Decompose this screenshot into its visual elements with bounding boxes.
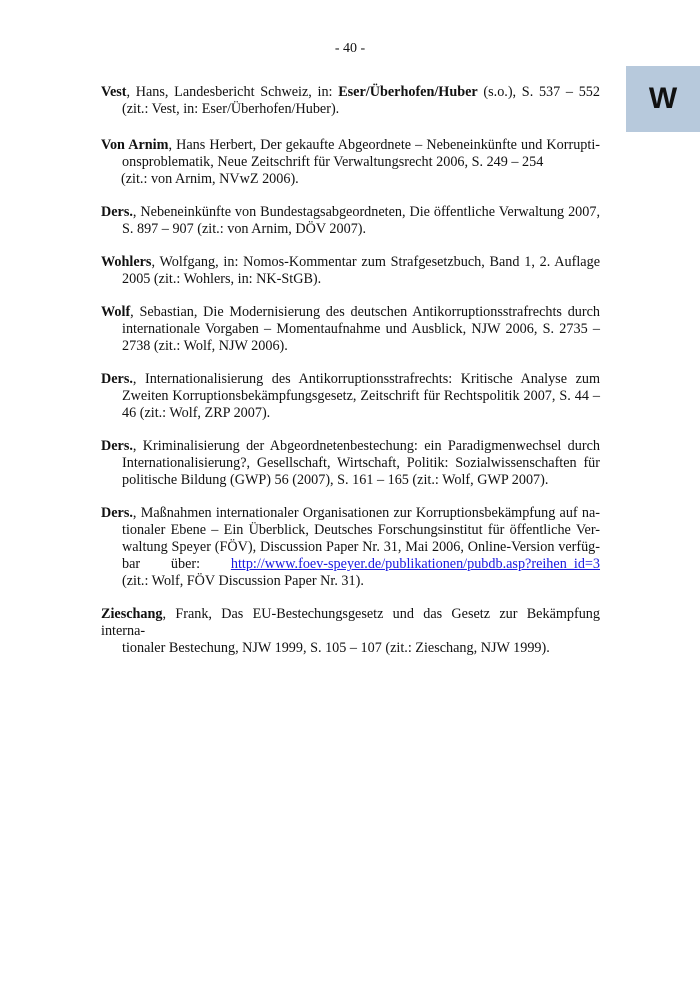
entry-line: Vest, Hans, Landesbericht Schweiz, in: Eser/Überhofen/Huber (s.o.), S. 537 – 552 — [101, 84, 600, 100]
entry-author: Ders. — [101, 505, 133, 521]
bibliography-list — [101, 84, 600, 673]
bibliography-entry-wolf-2 — [101, 371, 600, 422]
alphabet-tab-marker: W — [626, 66, 700, 132]
entry-author: Ders. — [101, 204, 133, 220]
entry-line: tionaler Bestechung, NJW 1999, S. 105 – 107 (zit.: Zieschang, NJW 1999). — [122, 640, 550, 656]
entry-line: (zit.: von Arnim, NVwZ 2006). — [121, 171, 299, 187]
entry-line: internationale Vorgaben – Momentaufnahme und Ausblick, NJW 2006, S. 2735 – — [122, 321, 600, 337]
entry-line: Wohlers, Wolfgang, in: Nomos-Kommentar zum Strafgesetzbuch, Band 1, 2. Auflage — [101, 254, 600, 270]
bibliography-entry-wolf-4 — [101, 505, 600, 590]
bibliography-entry-von-arnim-1 — [101, 137, 600, 188]
bibliography-entry-wolf-1 — [101, 304, 600, 355]
entry-line: onsproblematik, Neue Zeitschrift für Verwaltungsrecht 2006, S. 249 – 254 — [122, 154, 544, 170]
entry-line: Wolf, Sebastian, Die Modernisierung des deutschen Antikorruptionsstrafrechts durch — [101, 304, 600, 320]
bibliography-entry-wolf-3 — [101, 438, 600, 489]
entry-line: 2005 (zit.: Wohlers, in: NK-StGB). — [122, 271, 322, 287]
entry-line: Ders., Internationalisierung des Antikorruptionsstrafrechts: Kritische Analyse zum — [101, 371, 600, 387]
entry-line: tionaler Ebene – Ein Überblick, Deutsches Forschungsinstitut für öffentliche Ver- — [122, 522, 600, 538]
entry-line: Ders., Kriminalisierung der Abgeordnetenbestechung: ein Paradigmenwechsel durch — [101, 438, 600, 454]
bibliography-entry-zieschang — [101, 606, 600, 657]
entry-author: Wohlers — [101, 254, 152, 270]
bibliography-entry-vest — [101, 84, 600, 118]
bibliography-entry-wohlers — [101, 254, 600, 288]
entry-author: Vest — [101, 84, 127, 100]
bibliography-entry-von-arnim-2 — [101, 204, 600, 238]
entry-line: (zit.: Vest, in: Eser/Überhofen/Huber). — [122, 101, 340, 117]
entry-line: Internationalisierung?, Gesellschaft, Wirtschaft, Politik: Sozialwissenschaften für — [122, 455, 600, 471]
entry-source-bold: Eser/Überhofen/Huber — [338, 84, 478, 100]
entry-line: Von Arnim, Hans Herbert, Der gekaufte Abgeordnete – Nebeneinkünfte und Korrupti- — [101, 137, 600, 153]
entry-author: Ders. — [101, 371, 133, 387]
entry-line: Ders., Nebeneinkünfte von Bundestagsabgeordneten, Die öffentliche Verwaltung 2007, — [101, 204, 600, 220]
entry-line: 2738 (zit.: Wolf, NJW 2006). — [122, 338, 288, 354]
entry-line: waltung Speyer (FÖV), Discussion Paper Nr. 31, Mai 2006, Online-Version verfüg- — [122, 539, 600, 555]
foev-publication-link[interactable]: http://www.foev-speyer.de/publikationen/pubdb.asp?reihen_id=3 — [230, 556, 601, 572]
entry-line: Ders., Maßnahmen internationaler Organisationen zur Korruptionsbekämpfung auf na- — [101, 505, 600, 521]
entry-line: 46 (zit.: Wolf, ZRP 2007). — [122, 405, 271, 421]
entry-author: Zieschang — [101, 606, 163, 622]
entry-author: Von Arnim — [101, 137, 169, 153]
entry-line: Zweiten Korruptionsbekämpfungsgesetz, Zeitschrift für Rechtspolitik 2007, S. 44 – — [122, 388, 600, 404]
page-number: - 40 - — [334, 41, 366, 56]
entry-line: politische Bildung (GWP) 56 (2007), S. 161 – 165 (zit.: Wolf, GWP 2007). — [122, 472, 549, 488]
entry-line: Zieschang, Frank, Das EU-Bestechungsgesetz und das Gesetz zur Bekämpfung interna- — [101, 606, 600, 639]
entry-line: bar über: http://www.foev-speyer.de/publikationen/pubdb.asp?reihen_id=3 — [122, 556, 601, 572]
entry-line: S. 897 – 907 (zit.: von Arnim, DÖV 2007). — [122, 221, 367, 237]
entry-line: (zit.: Wolf, FÖV Discussion Paper Nr. 31). — [122, 573, 364, 589]
entry-author: Ders. — [101, 438, 133, 454]
entry-author: Wolf — [101, 304, 131, 320]
